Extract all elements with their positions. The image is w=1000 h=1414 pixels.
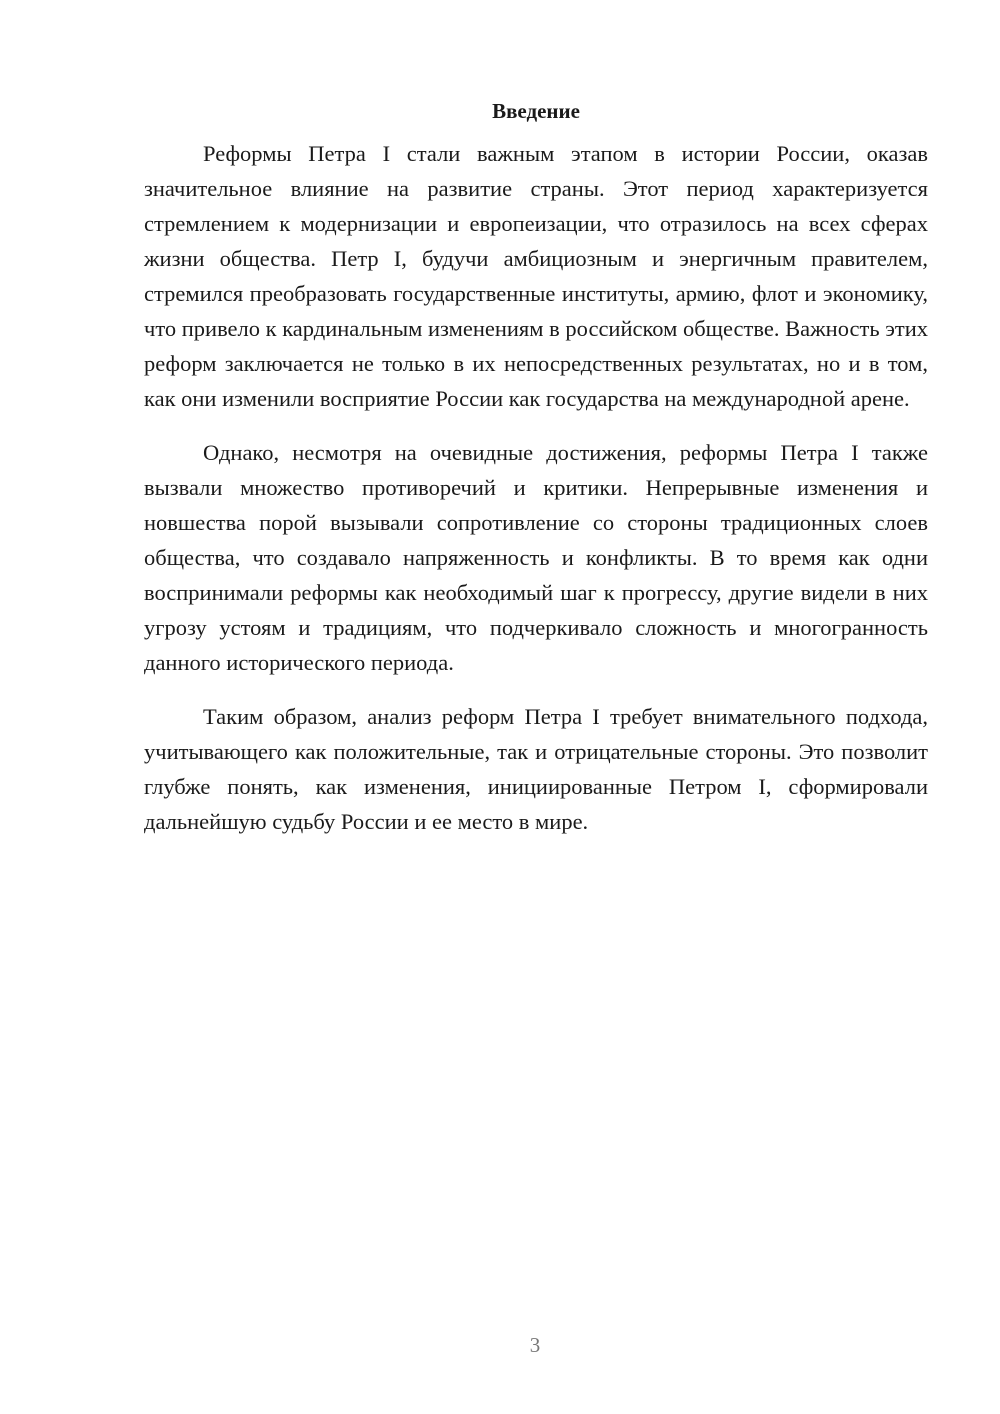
document-body [144, 96, 928, 839]
page-number: 3 [529, 1333, 541, 1357]
section-title: Введение [492, 99, 580, 123]
paragraph-1: Реформы Петра I стали важным этапом в истории России, оказав значительное влияние на развитие страны. Этот период характеризуется стремлением к модернизации и европеизации, что отразилось на всех сферах жизни общества. Петр I, будучи амбициозным и энергичным правителем, стремился преобразовать государственные институты, армию, флот и экономику, что привело к кардинальным изменениям в российском обществе. Важность этих реформ заключается не только в их непосредственных результатах, но и в том, как они изменили восприятие России как государства на международной арене. [144, 141, 928, 411]
paragraph-3: Таким образом, анализ реформ Петра I требует внимательного подхода, учитывающего как положительные, так и отрицательные стороны. Это позволит глубже понять, как изменения, инициированные Петром I, сформировали дальнейшую судьбу России и ее место в мире. [144, 704, 928, 834]
paragraph-2: Однако, несмотря на очевидные достижения, реформы Петра I также вызвали множество противоречий и критики. Непрерывные изменения и новшества порой вызывали сопротивление со стороны традиционных слоев общества, что создавало напряженность и конфликты. В то время как одни воспринимали реформы как необходимый шаг к прогрессу, другие видели в них угрозу устоям и традициям, что подчеркивало сложность и многогранность данного исторического периода. [144, 440, 928, 675]
